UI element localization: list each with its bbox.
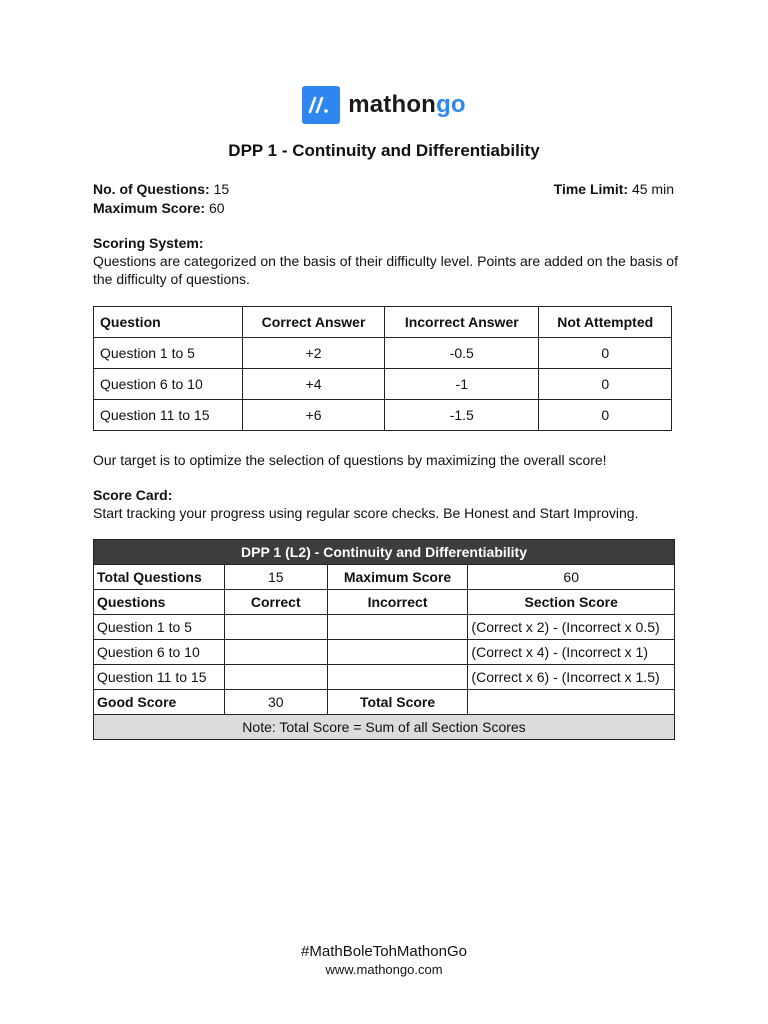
table-row (94, 369, 672, 400)
table-cell: +4 (243, 369, 385, 400)
table-cell: +2 (243, 338, 385, 369)
table-cell: -1.5 (385, 400, 539, 431)
table-row (94, 690, 675, 715)
footer-url[interactable]: www.mathongo.com (325, 962, 443, 977)
scorecard-heading: Score Card: (93, 487, 173, 503)
table-header: Question (94, 307, 243, 338)
score-card-title: DPP 1 (L2) - Continuity and Differentiability (94, 540, 675, 565)
table-cell: Question 6 to 10 (94, 640, 225, 665)
table-cell: Question 1 to 5 (94, 615, 225, 640)
table-cell: -1 (385, 369, 539, 400)
brand-logo (0, 86, 768, 124)
page-title: DPP 1 - Continuity and Differentiability (228, 141, 540, 160)
table-header: Correct (224, 590, 327, 615)
questions-count: No. of Questions: 15 (93, 181, 230, 197)
table-cell: 0 (539, 338, 672, 369)
table-cell: 0 (539, 369, 672, 400)
incorrect-input-cell[interactable] (327, 640, 468, 665)
footer-hashtag: #MathBoleTohMathonGo (301, 943, 467, 960)
section-score-formula: (Correct x 6) - (Incorrect x 1.5) (468, 665, 675, 690)
correct-input-cell[interactable] (224, 665, 327, 690)
scoring-heading: Scoring System: (93, 235, 204, 251)
maximum-score: Maximum Score: 60 (93, 200, 225, 216)
total-questions-value: 15 (224, 565, 327, 590)
incorrect-input-cell[interactable] (327, 615, 468, 640)
score-card-table (93, 539, 675, 740)
time-limit: Time Limit: 45 min (553, 181, 674, 197)
table-cell: Question 1 to 5 (94, 338, 243, 369)
table-cell: +6 (243, 400, 385, 431)
good-score-label: Good Score (94, 690, 225, 715)
table-header: Section Score (468, 590, 675, 615)
table-row (94, 565, 675, 590)
table-header-row (94, 307, 672, 338)
scorecard-description: Start tracking your progress using regular score checks. Be Honest and Start Improving. (93, 505, 639, 521)
table-header: Not Attempted (539, 307, 672, 338)
table-header: Incorrect Answer (385, 307, 539, 338)
table-row (94, 665, 675, 690)
correct-input-cell[interactable] (224, 615, 327, 640)
table-row (94, 640, 675, 665)
total-score-input-cell[interactable] (468, 690, 675, 715)
scoring-table (93, 306, 672, 431)
good-score-value: 30 (224, 690, 327, 715)
target-text: Our target is to optimize the selection of questions by maximizing the overall score! (93, 452, 607, 468)
table-row (94, 400, 672, 431)
scoring-description: Questions are categorized on the basis of their difficulty level. Points are added on the basis of the difficulty of questions. (93, 253, 678, 287)
table-cell: Question 6 to 10 (94, 369, 243, 400)
table-row (94, 338, 672, 369)
table-row (94, 615, 675, 640)
table-header-row (94, 590, 675, 615)
table-cell: -0.5 (385, 338, 539, 369)
mathongo-logo-icon (302, 86, 340, 124)
score-note: Note: Total Score = Sum of all Section Scores (94, 715, 675, 740)
score-card-title-row (94, 540, 675, 565)
total-score-label: Total Score (327, 690, 468, 715)
brand-name: mathongo (348, 91, 466, 118)
incorrect-input-cell[interactable] (327, 665, 468, 690)
section-score-formula: (Correct x 4) - (Incorrect x 1) (468, 640, 675, 665)
total-questions-label: Total Questions (94, 565, 225, 590)
correct-input-cell[interactable] (224, 640, 327, 665)
max-score-label: Maximum Score (327, 565, 468, 590)
table-cell: 0 (539, 400, 672, 431)
table-cell: Question 11 to 15 (94, 665, 225, 690)
note-row (94, 715, 675, 740)
max-score-value: 60 (468, 565, 675, 590)
table-cell: Question 11 to 15 (94, 400, 243, 431)
table-header: Incorrect (327, 590, 468, 615)
table-header: Questions (94, 590, 225, 615)
table-header: Correct Answer (243, 307, 385, 338)
section-score-formula: (Correct x 2) - (Incorrect x 0.5) (468, 615, 675, 640)
